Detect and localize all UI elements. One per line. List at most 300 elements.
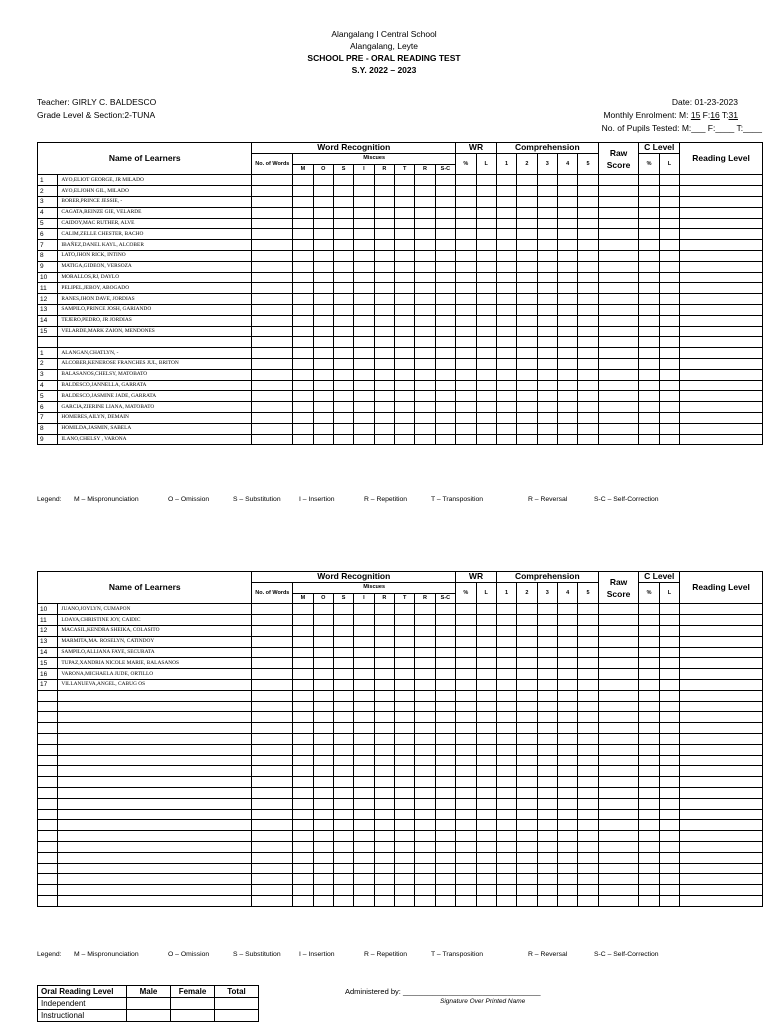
score-cell[interactable] <box>557 391 577 402</box>
score-cell[interactable] <box>313 423 333 434</box>
score-cell[interactable] <box>598 272 639 283</box>
score-cell[interactable] <box>680 831 763 842</box>
score-cell[interactable] <box>415 250 435 261</box>
score-cell[interactable] <box>680 250 763 261</box>
score-cell[interactable] <box>313 304 333 315</box>
score-cell[interactable] <box>517 831 537 842</box>
score-cell[interactable] <box>252 733 293 744</box>
score-cell[interactable] <box>680 272 763 283</box>
score-cell[interactable] <box>435 326 455 337</box>
score-cell[interactable] <box>354 315 374 326</box>
score-cell[interactable] <box>333 369 353 380</box>
score-cell[interactable] <box>456 369 476 380</box>
score-cell[interactable] <box>639 841 659 852</box>
score-cell[interactable] <box>415 615 435 626</box>
score-cell[interactable] <box>476 369 496 380</box>
score-cell[interactable] <box>333 272 353 283</box>
score-cell[interactable] <box>252 874 293 885</box>
score-cell[interactable] <box>659 304 679 315</box>
score-cell[interactable] <box>435 423 455 434</box>
score-cell[interactable] <box>456 723 476 734</box>
score-cell[interactable] <box>415 402 435 413</box>
score-cell[interactable] <box>496 304 516 315</box>
score-cell[interactable] <box>659 863 679 874</box>
score-cell[interactable] <box>578 207 598 218</box>
score-cell[interactable] <box>537 391 557 402</box>
score-cell[interactable] <box>680 615 763 626</box>
score-cell[interactable] <box>557 348 577 359</box>
score-cell[interactable] <box>252 337 293 348</box>
score-cell[interactable] <box>517 218 537 229</box>
score-cell[interactable] <box>456 261 476 272</box>
score-cell[interactable] <box>394 358 414 369</box>
score-cell[interactable] <box>517 841 537 852</box>
score-cell[interactable] <box>659 402 679 413</box>
score-cell[interactable] <box>680 787 763 798</box>
score-cell[interactable] <box>680 895 763 906</box>
score-cell[interactable] <box>333 863 353 874</box>
score-cell[interactable] <box>557 625 577 636</box>
score-cell[interactable] <box>680 885 763 896</box>
score-cell[interactable] <box>415 809 435 820</box>
score-cell[interactable] <box>517 380 537 391</box>
score-cell[interactable] <box>537 636 557 647</box>
score-cell[interactable] <box>415 358 435 369</box>
score-cell[interactable] <box>537 712 557 723</box>
score-cell[interactable] <box>333 434 353 445</box>
score-cell[interactable] <box>476 272 496 283</box>
score-cell[interactable] <box>557 863 577 874</box>
score-cell[interactable] <box>435 820 455 831</box>
score-cell[interactable] <box>537 315 557 326</box>
score-cell[interactable] <box>415 261 435 272</box>
score-cell[interactable] <box>435 229 455 240</box>
score-cell[interactable] <box>557 615 577 626</box>
score-cell[interactable] <box>374 326 394 337</box>
score-cell[interactable] <box>252 604 293 615</box>
score-cell[interactable] <box>456 615 476 626</box>
score-cell[interactable] <box>680 348 763 359</box>
score-cell[interactable] <box>496 196 516 207</box>
score-cell[interactable] <box>680 304 763 315</box>
score-cell[interactable] <box>394 186 414 197</box>
score-cell[interactable] <box>333 207 353 218</box>
score-cell[interactable] <box>313 679 333 690</box>
score-cell[interactable] <box>578 647 598 658</box>
score-cell[interactable] <box>293 294 313 305</box>
score-cell[interactable] <box>415 315 435 326</box>
score-cell[interactable] <box>659 647 679 658</box>
score-cell[interactable] <box>496 712 516 723</box>
score-cell[interactable] <box>517 402 537 413</box>
score-cell[interactable] <box>456 744 476 755</box>
score-cell[interactable] <box>415 712 435 723</box>
score-cell[interactable] <box>680 240 763 251</box>
score-cell[interactable] <box>578 863 598 874</box>
score-cell[interactable] <box>333 658 353 669</box>
score-cell[interactable] <box>639 820 659 831</box>
score-cell[interactable] <box>252 196 293 207</box>
score-cell[interactable] <box>394 636 414 647</box>
score-cell[interactable] <box>578 831 598 842</box>
score-cell[interactable] <box>496 229 516 240</box>
score-cell[interactable] <box>354 701 374 712</box>
score-cell[interactable] <box>680 207 763 218</box>
score-cell[interactable] <box>517 636 537 647</box>
score-cell[interactable] <box>476 423 496 434</box>
score-cell[interactable] <box>517 647 537 658</box>
score-cell[interactable] <box>517 733 537 744</box>
score-cell[interactable] <box>680 261 763 272</box>
score-cell[interactable] <box>252 831 293 842</box>
score-cell[interactable] <box>313 358 333 369</box>
score-cell[interactable] <box>456 658 476 669</box>
score-cell[interactable] <box>578 196 598 207</box>
score-cell[interactable] <box>333 315 353 326</box>
score-cell[interactable] <box>252 744 293 755</box>
score-cell[interactable] <box>415 186 435 197</box>
score-cell[interactable] <box>435 348 455 359</box>
score-cell[interactable] <box>680 820 763 831</box>
score-cell[interactable] <box>293 326 313 337</box>
score-cell[interactable] <box>435 625 455 636</box>
score-cell[interactable] <box>557 434 577 445</box>
score-cell[interactable] <box>293 798 313 809</box>
score-cell[interactable] <box>598 348 639 359</box>
score-cell[interactable] <box>394 777 414 788</box>
score-cell[interactable] <box>252 240 293 251</box>
score-cell[interactable] <box>456 186 476 197</box>
score-cell[interactable] <box>639 701 659 712</box>
score-cell[interactable] <box>557 423 577 434</box>
score-cell[interactable] <box>598 874 639 885</box>
score-cell[interactable] <box>333 186 353 197</box>
score-cell[interactable] <box>476 326 496 337</box>
score-cell[interactable] <box>680 423 763 434</box>
score-cell[interactable] <box>354 175 374 186</box>
score-cell[interactable] <box>456 809 476 820</box>
summary-cell[interactable] <box>215 1010 259 1022</box>
score-cell[interactable] <box>415 647 435 658</box>
score-cell[interactable] <box>517 885 537 896</box>
score-cell[interactable] <box>598 369 639 380</box>
score-cell[interactable] <box>374 852 394 863</box>
score-cell[interactable] <box>578 348 598 359</box>
score-cell[interactable] <box>415 196 435 207</box>
score-cell[interactable] <box>680 218 763 229</box>
score-cell[interactable] <box>435 434 455 445</box>
score-cell[interactable] <box>557 777 577 788</box>
score-cell[interactable] <box>476 669 496 680</box>
score-cell[interactable] <box>598 636 639 647</box>
score-cell[interactable] <box>578 679 598 690</box>
score-cell[interactable] <box>496 240 516 251</box>
score-cell[interactable] <box>517 304 537 315</box>
score-cell[interactable] <box>639 777 659 788</box>
score-cell[interactable] <box>639 798 659 809</box>
score-cell[interactable] <box>517 895 537 906</box>
score-cell[interactable] <box>476 196 496 207</box>
score-cell[interactable] <box>354 186 374 197</box>
score-cell[interactable] <box>293 412 313 423</box>
score-cell[interactable] <box>639 315 659 326</box>
score-cell[interactable] <box>435 841 455 852</box>
score-cell[interactable] <box>374 423 394 434</box>
score-cell[interactable] <box>354 874 374 885</box>
score-cell[interactable] <box>537 186 557 197</box>
score-cell[interactable] <box>333 326 353 337</box>
score-cell[interactable] <box>659 636 679 647</box>
score-cell[interactable] <box>456 669 476 680</box>
score-cell[interactable] <box>578 250 598 261</box>
score-cell[interactable] <box>313 326 333 337</box>
score-cell[interactable] <box>394 658 414 669</box>
score-cell[interactable] <box>415 723 435 734</box>
score-cell[interactable] <box>517 798 537 809</box>
score-cell[interactable] <box>537 874 557 885</box>
score-cell[interactable] <box>537 798 557 809</box>
score-cell[interactable] <box>496 337 516 348</box>
score-cell[interactable] <box>415 766 435 777</box>
score-cell[interactable] <box>333 766 353 777</box>
score-cell[interactable] <box>639 809 659 820</box>
score-cell[interactable] <box>435 186 455 197</box>
score-cell[interactable] <box>517 863 537 874</box>
score-cell[interactable] <box>394 647 414 658</box>
score-cell[interactable] <box>517 852 537 863</box>
score-cell[interactable] <box>557 240 577 251</box>
score-cell[interactable] <box>496 315 516 326</box>
score-cell[interactable] <box>557 895 577 906</box>
score-cell[interactable] <box>517 777 537 788</box>
score-cell[interactable] <box>435 744 455 755</box>
score-cell[interactable] <box>598 402 639 413</box>
score-cell[interactable] <box>639 218 659 229</box>
score-cell[interactable] <box>333 809 353 820</box>
score-cell[interactable] <box>537 294 557 305</box>
score-cell[interactable] <box>639 831 659 842</box>
score-cell[interactable] <box>293 315 313 326</box>
score-cell[interactable] <box>537 326 557 337</box>
score-cell[interactable] <box>252 175 293 186</box>
score-cell[interactable] <box>313 874 333 885</box>
score-cell[interactable] <box>333 261 353 272</box>
score-cell[interactable] <box>517 809 537 820</box>
score-cell[interactable] <box>415 863 435 874</box>
score-cell[interactable] <box>680 636 763 647</box>
score-cell[interactable] <box>476 701 496 712</box>
score-cell[interactable] <box>394 744 414 755</box>
score-cell[interactable] <box>394 315 414 326</box>
score-cell[interactable] <box>537 733 557 744</box>
score-cell[interactable] <box>680 852 763 863</box>
score-cell[interactable] <box>557 315 577 326</box>
score-cell[interactable] <box>578 744 598 755</box>
score-cell[interactable] <box>639 669 659 680</box>
score-cell[interactable] <box>313 369 333 380</box>
score-cell[interactable] <box>517 744 537 755</box>
score-cell[interactable] <box>598 669 639 680</box>
score-cell[interactable] <box>354 809 374 820</box>
score-cell[interactable] <box>374 647 394 658</box>
score-cell[interactable] <box>333 250 353 261</box>
score-cell[interactable] <box>496 679 516 690</box>
score-cell[interactable] <box>435 831 455 842</box>
score-cell[interactable] <box>476 787 496 798</box>
score-cell[interactable] <box>578 423 598 434</box>
score-cell[interactable] <box>537 412 557 423</box>
score-cell[interactable] <box>415 885 435 896</box>
score-cell[interactable] <box>680 766 763 777</box>
score-cell[interactable] <box>252 229 293 240</box>
score-cell[interactable] <box>476 798 496 809</box>
score-cell[interactable] <box>639 369 659 380</box>
score-cell[interactable] <box>659 820 679 831</box>
score-cell[interactable] <box>293 647 313 658</box>
score-cell[interactable] <box>435 647 455 658</box>
score-cell[interactable] <box>333 229 353 240</box>
score-cell[interactable] <box>435 874 455 885</box>
score-cell[interactable] <box>578 809 598 820</box>
score-cell[interactable] <box>476 820 496 831</box>
score-cell[interactable] <box>659 175 679 186</box>
score-cell[interactable] <box>557 250 577 261</box>
score-cell[interactable] <box>435 272 455 283</box>
score-cell[interactable] <box>456 895 476 906</box>
score-cell[interactable] <box>680 175 763 186</box>
score-cell[interactable] <box>456 304 476 315</box>
score-cell[interactable] <box>456 820 476 831</box>
score-cell[interactable] <box>435 798 455 809</box>
score-cell[interactable] <box>252 283 293 294</box>
score-cell[interactable] <box>435 412 455 423</box>
score-cell[interactable] <box>333 679 353 690</box>
score-cell[interactable] <box>598 679 639 690</box>
score-cell[interactable] <box>252 690 293 701</box>
score-cell[interactable] <box>456 852 476 863</box>
score-cell[interactable] <box>578 186 598 197</box>
score-cell[interactable] <box>639 250 659 261</box>
score-cell[interactable] <box>252 412 293 423</box>
score-cell[interactable] <box>374 434 394 445</box>
score-cell[interactable] <box>496 895 516 906</box>
score-cell[interactable] <box>456 733 476 744</box>
score-cell[interactable] <box>659 733 679 744</box>
score-cell[interactable] <box>435 777 455 788</box>
score-cell[interactable] <box>680 196 763 207</box>
score-cell[interactable] <box>659 196 679 207</box>
score-cell[interactable] <box>578 283 598 294</box>
score-cell[interactable] <box>557 820 577 831</box>
score-cell[interactable] <box>435 669 455 680</box>
score-cell[interactable] <box>659 315 679 326</box>
score-cell[interactable] <box>313 885 333 896</box>
score-cell[interactable] <box>394 615 414 626</box>
score-cell[interactable] <box>659 423 679 434</box>
score-cell[interactable] <box>333 798 353 809</box>
score-cell[interactable] <box>293 712 313 723</box>
score-cell[interactable] <box>394 820 414 831</box>
score-cell[interactable] <box>659 294 679 305</box>
score-cell[interactable] <box>394 369 414 380</box>
score-cell[interactable] <box>435 304 455 315</box>
score-cell[interactable] <box>374 615 394 626</box>
score-cell[interactable] <box>496 787 516 798</box>
score-cell[interactable] <box>394 690 414 701</box>
score-cell[interactable] <box>333 636 353 647</box>
score-cell[interactable] <box>456 434 476 445</box>
score-cell[interactable] <box>578 733 598 744</box>
score-cell[interactable] <box>354 852 374 863</box>
score-cell[interactable] <box>394 787 414 798</box>
score-cell[interactable] <box>639 733 659 744</box>
score-cell[interactable] <box>374 777 394 788</box>
score-cell[interactable] <box>293 820 313 831</box>
score-cell[interactable] <box>557 369 577 380</box>
score-cell[interactable] <box>374 294 394 305</box>
score-cell[interactable] <box>578 669 598 680</box>
score-cell[interactable] <box>680 326 763 337</box>
score-cell[interactable] <box>598 766 639 777</box>
score-cell[interactable] <box>435 196 455 207</box>
score-cell[interactable] <box>333 777 353 788</box>
score-cell[interactable] <box>354 679 374 690</box>
score-cell[interactable] <box>333 423 353 434</box>
score-cell[interactable] <box>435 787 455 798</box>
score-cell[interactable] <box>415 636 435 647</box>
score-cell[interactable] <box>394 755 414 766</box>
score-cell[interactable] <box>456 841 476 852</box>
score-cell[interactable] <box>374 402 394 413</box>
score-cell[interactable] <box>537 744 557 755</box>
score-cell[interactable] <box>517 615 537 626</box>
score-cell[interactable] <box>293 175 313 186</box>
score-cell[interactable] <box>293 766 313 777</box>
score-cell[interactable] <box>639 679 659 690</box>
score-cell[interactable] <box>293 831 313 842</box>
score-cell[interactable] <box>293 658 313 669</box>
score-cell[interactable] <box>517 434 537 445</box>
score-cell[interactable] <box>537 831 557 842</box>
score-cell[interactable] <box>578 820 598 831</box>
score-cell[interactable] <box>354 777 374 788</box>
score-cell[interactable] <box>456 294 476 305</box>
score-cell[interactable] <box>496 250 516 261</box>
score-cell[interactable] <box>252 679 293 690</box>
score-cell[interactable] <box>639 852 659 863</box>
score-cell[interactable] <box>313 615 333 626</box>
score-cell[interactable] <box>354 250 374 261</box>
score-cell[interactable] <box>313 733 333 744</box>
score-cell[interactable] <box>252 358 293 369</box>
score-cell[interactable] <box>415 272 435 283</box>
score-cell[interactable] <box>557 874 577 885</box>
score-cell[interactable] <box>374 690 394 701</box>
score-cell[interactable] <box>415 787 435 798</box>
score-cell[interactable] <box>374 175 394 186</box>
score-cell[interactable] <box>659 658 679 669</box>
score-cell[interactable] <box>496 809 516 820</box>
score-cell[interactable] <box>517 787 537 798</box>
score-cell[interactable] <box>435 852 455 863</box>
score-cell[interactable] <box>293 809 313 820</box>
score-cell[interactable] <box>680 647 763 658</box>
score-cell[interactable] <box>374 809 394 820</box>
score-cell[interactable] <box>496 423 516 434</box>
score-cell[interactable] <box>537 358 557 369</box>
score-cell[interactable] <box>557 229 577 240</box>
score-cell[interactable] <box>659 777 679 788</box>
